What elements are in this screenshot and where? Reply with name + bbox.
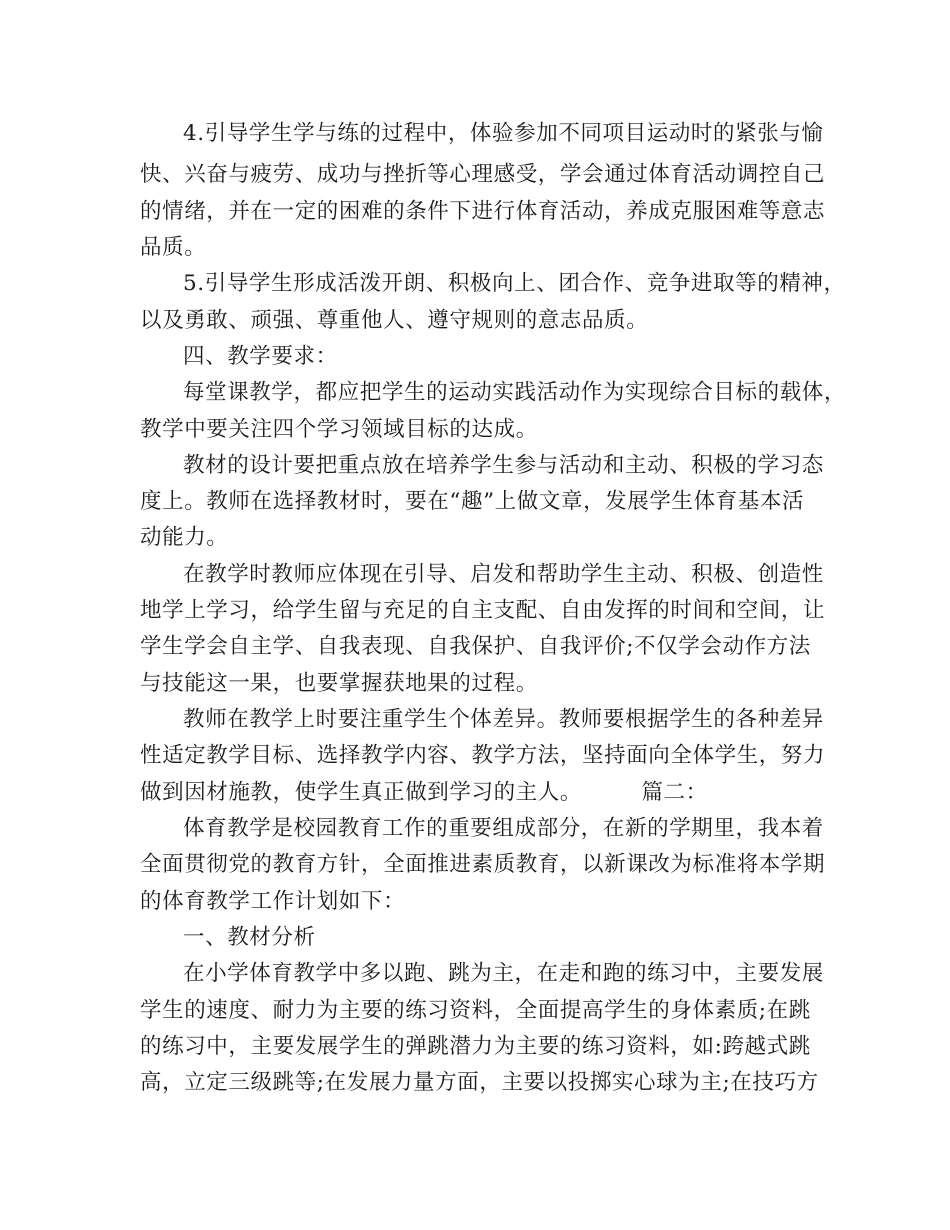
text-line: 教材的设计要把重点放在培养学生参与活动和主动、积极的学习态 [183, 453, 824, 478]
text-line: 以及勇敢、顽强、尊重他人、遵守规则的意志品质。 [140, 308, 649, 333]
text-line: 快、兴奋与疲劳、成功与挫折等心理感受，学会通过体育活动调控自己 [140, 162, 826, 187]
text-line: 的体育教学工作计划如下： [140, 889, 406, 914]
text-line: 性适定教学目标、选择教学内容、教学方法，坚持面向全体学生，努力 [140, 743, 826, 768]
text-line: 地学上学习，给学生留与充足的自主支配、自由发挥的时间和空间，让 [140, 598, 826, 623]
text-line: 品质。 [140, 235, 207, 260]
section-heading: 一、教材分析 [183, 925, 316, 950]
text-line: 动能力。 [140, 525, 229, 550]
text-line: 4.引导学生学与练的过程中，体验参加不同项目运动时的紧张与愉 [183, 121, 824, 146]
text-line: 学生的速度、耐力为主要的练习资料，全面提高学生的身体素质;在跳 [140, 998, 811, 1023]
text-line: 全面贯彻党的教育方针，全面推进素质教育，以新课改为标准将本学期 [140, 852, 826, 877]
text-line: 度上。教师在选择教材时，要在“趣”上做文章，发展学生体育基本活 [140, 489, 805, 514]
text-line: 在教学时教师应体现在引导、启发和帮助学生主动、积极、创造性 [183, 562, 824, 587]
text-line: 高，立定三级跳等;在发展力量方面，主要以投掷实心球为主;在技巧方 [140, 1070, 819, 1095]
text-line: 的练习中，主要发展学生的弹跳潜力为主要的练习资料，如:跨越式跳 [140, 1034, 811, 1059]
text-line: 每堂课教学，都应把学生的运动实践活动作为实现综合目标的载体， [183, 380, 847, 405]
text-line: 教学中要关注四个学习领域目标的达成。 [140, 417, 538, 442]
text-line: 体育教学是校园教育工作的重要组成部分，在新的学期里，我本着 [183, 816, 824, 841]
text-line: 在小学体育教学中多以跑、跳为主，在走和跑的练习中，主要发展 [183, 961, 824, 986]
section-heading: 四、教学要求： [183, 344, 338, 369]
text-line: 与技能这一果，也要掌握获地果的过程。 [140, 671, 538, 696]
text-line: 教师在教学上时要注重学生个体差异。教师要根据学生的各种差异 [183, 707, 824, 732]
text-line: 做到因材施教，使学生真正做到学习的主人。 篇二： [140, 780, 708, 805]
text-line: 学生学会自主学、自我表现、自我保护、自我评价;不仅学会动作方法 [140, 634, 811, 659]
text-line: 5.引导学生形成活泼开朗、积极向上、团合作、竞争进取等的精神， [183, 271, 846, 296]
text-line: 的情绪，并在一定的困难的条件下进行体育活动，养成克服困难等意志 [140, 199, 826, 224]
